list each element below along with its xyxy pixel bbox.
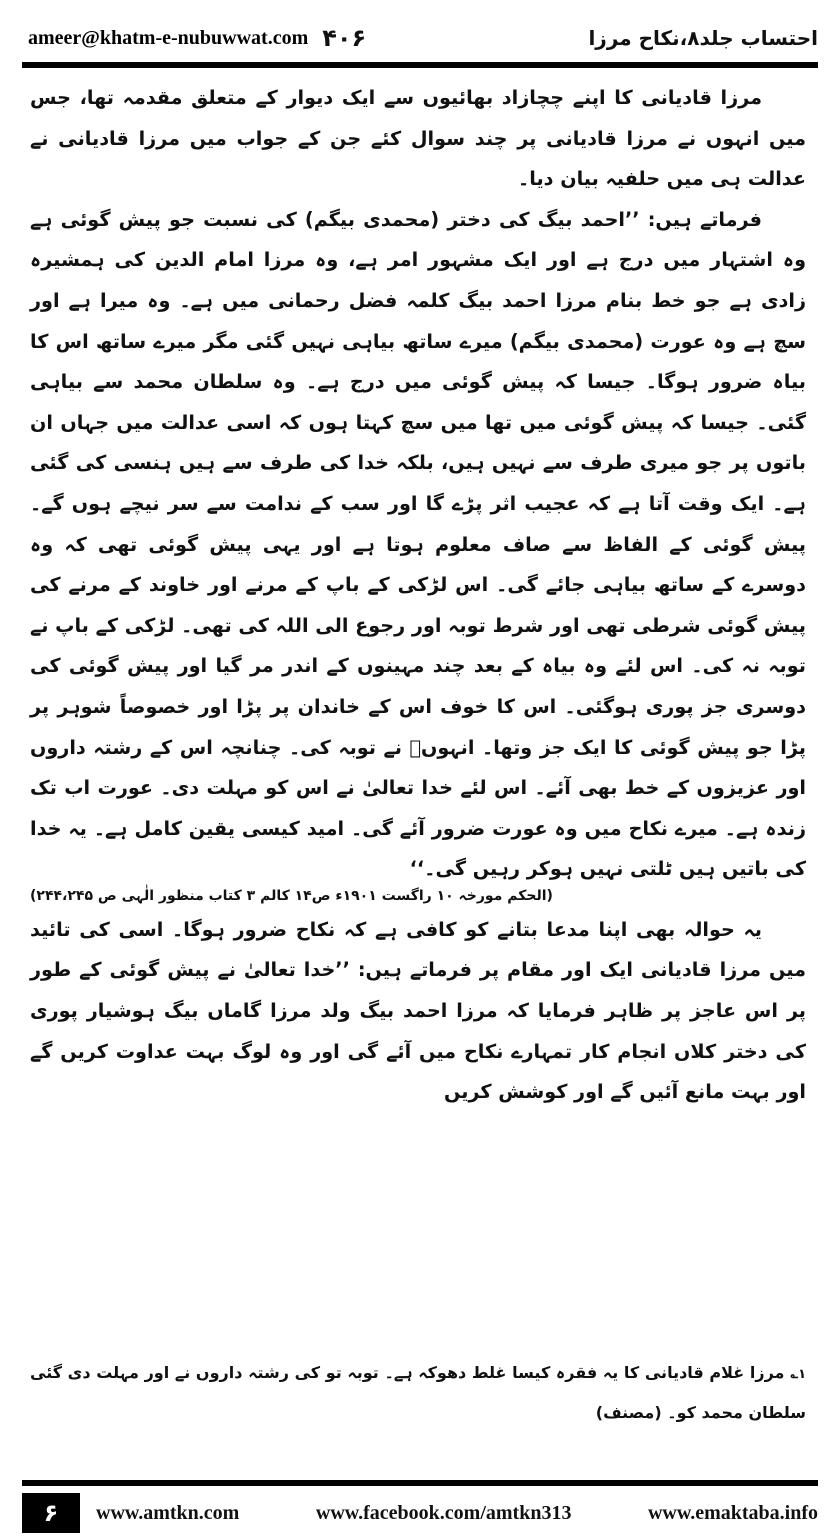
footer-link-facebook[interactable]: www.facebook.com/amtkn313 [315, 1501, 572, 1524]
footer-link-amtkn[interactable]: www.amtkn.com [96, 1501, 240, 1524]
main-text [30, 78, 806, 1113]
footnote-paragraph [30, 1354, 806, 1432]
header-rule [22, 62, 818, 68]
running-title: احتساب جلد۸،نکاح مرزا [588, 26, 818, 50]
header-left [28, 24, 366, 52]
footnote-text: مرزا غلام قادیانی کا یہ فقرہ کیسا غلط دھوکہ ہے۔ توبہ تو کی رشتہ داروں نے اور مہلت دی گئی سلطان محمد کو۔ (مصنف) [30, 1363, 806, 1422]
paragraph-1: مرزا قادیانی کا اپنے چچازاد بھائیوں سے ایک دیوار کے متعلق مقدمہ تھا، جس میں انہوں نے مرزا قادیانی پر چند سوال کئے جن کے جواب میں مرزا قادیانی نے عدالت ہی میں حلفیہ بیان دیا۔ [30, 86, 806, 191]
paragraph-3: یہ حوالہ بھی اپنا مدعا بتانے کو کافی ہے کہ نکاح ضرور ہوگا۔ اسی کی تائید میں مرزا قادیانی ایک اور مقام پر فرماتے ہیں: ’’خدا تعالیٰ نے پیش گوئی کے طور پر اس عاجز پر ظاہر فرمایا کہ مرزا احمد بیگ ولد مرزا گاماں بیگ ہوشیار پوری کی دختر کلاں انجام کار تمہارے نکاح میں آئے گی اور وہ لوگ بہت عداوت کریں گے اور بہت مانع آئیں گے اور کوشش کریں [30, 917, 806, 1104]
header-email[interactable]: ameer@khatm-e-nubuwwat.com [28, 26, 309, 49]
footnote-marker: ۱؎ [790, 1367, 806, 1382]
citation: (الحکم مورخہ ۱۰ راگست ۱۹۰۱ء ص۱۴ کالم ۳ کتاب منظور الٰہی ص ۲۴۴،۲۴۵) [30, 887, 553, 904]
page-number: ۴۰۶ [322, 24, 367, 52]
page-header [28, 20, 818, 56]
paragraph-2-quote: فرماتے ہیں: ’’احمد بیگ کی دختر (محمدی بیگم) کی نسبت جو پیش گوئی ہے وہ اشتہار میں درج ہے اور ایک مشہور امر ہے، وہ مرزا امام الدین کی ہمشیرہ زادی ہے جو خط بنام مرزا احمد بیگ کلمہ فضل رحمانی میں ہے۔ وہ میرا ہے اور سچ ہے وہ عورت (محمدی بیگم) میرے ساتھ بیاہی نہیں گئی مگر میرے ساتھ اس کا بیاہ ضرور ہوگا۔ جیسا کہ پیش گوئی میں درج ہے۔ وہ سلطان محمد سے بیاہی گئی۔ جیسا کہ پیش گوئی میں تھا میں سچ کہتا ہوں کہ اسی عدالت میں جہاں ان باتوں پر جو میری طرف سے نہیں ہیں، بلکہ خدا کی طرف سے ہیں ہنسی کی گئی ہے۔ ایک وقت آتا ہے کہ عجیب اثر پڑے گا اور سب کے ندامت سے سر نیچے ہوں گے۔ پیش گوئی کے الفاظ سے صاف معلوم ہوتا ہے اور یہی پیش گوئی تھی کہ وہ دوسرے کے ساتھ بیاہی جائے گی۔ اس لڑکی کے باپ کے مرنے اور خاوند کے مرنے کی پیش گوئی شرطی تھی اور شرط توبہ اور رجوع الی اللہ کی تھی۔ لڑکی کے باپ نے توبہ نہ کی۔ اس لئے وہ بیاہ کے بعد چند مہینوں کے اندر مر گیا اور پیش گوئی کی دوسری جز پوری ہوگئی۔ اس کا خوف اس کے خاندان پر پڑا اور خصوصاً شوہر پر پڑا جو پیش گوئی کا ایک جز وتھا۔ انہوںؒ نے توبہ کی۔ چنانچہ اس کے رشتہ داروں اور عزیزوں کے خط بھی آئے۔ اس لئے خدا تعالیٰ نے اس کو مہلت دی۔ عورت اب تک زندہ ہے۔ میرے نکاح میں وہ عورت ضرور آئے گی۔ امید کیسی یقین کامل ہے۔ یہ خدا کی باتیں ہیں ٹلتی نہیں ہوکر رہیں گی۔‘‘ [30, 207, 806, 881]
footer-rule [22, 1480, 818, 1486]
footer-box-number: ۶ [22, 1493, 80, 1533]
footer-link-emaktaba[interactable]: www.emaktaba.info [647, 1501, 818, 1524]
footnote [30, 1354, 806, 1432]
footer-links [80, 1502, 818, 1525]
page-footer [22, 1493, 818, 1533]
